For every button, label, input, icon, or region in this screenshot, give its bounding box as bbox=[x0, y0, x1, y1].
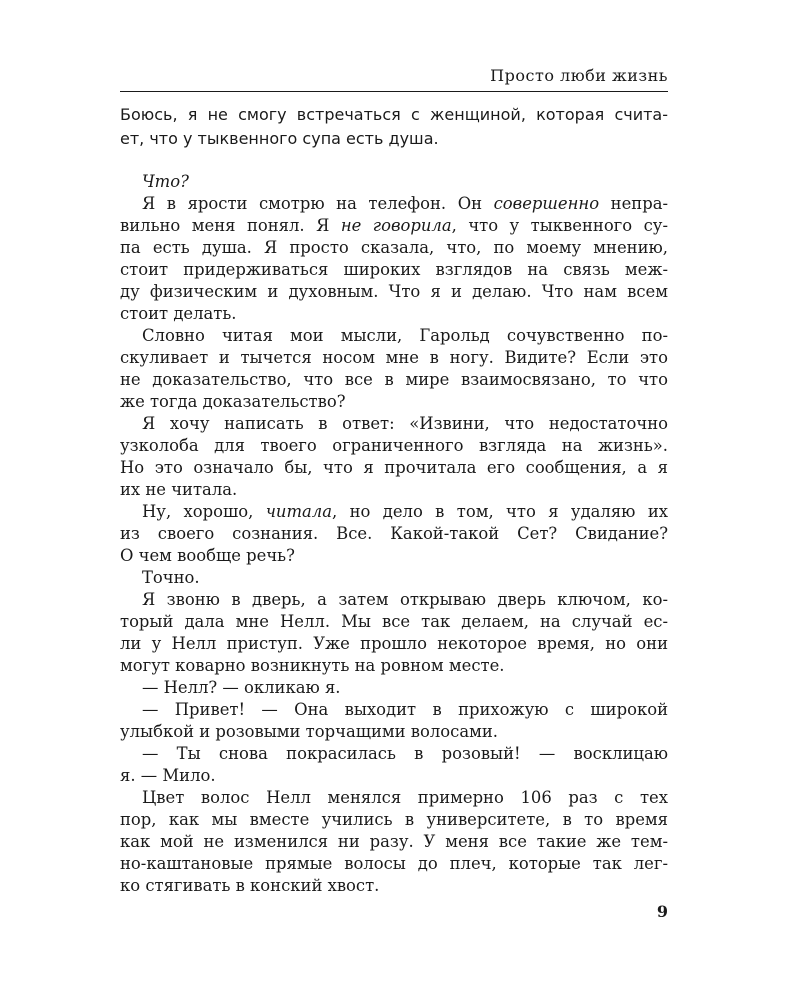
text-line: ду физическим и духовным. Что я и делаю. Что нам всем bbox=[120, 282, 668, 301]
text-line bbox=[120, 215, 668, 237]
text-line: ко стягивать в конский хвост. bbox=[120, 876, 380, 895]
page-number: 9 bbox=[656, 902, 668, 921]
header-rule bbox=[120, 91, 668, 92]
paragraph-8 bbox=[120, 677, 668, 699]
text-run: , но дело в том, что я удаляю их bbox=[331, 502, 668, 521]
emphasis: не говорила bbox=[340, 216, 452, 235]
paragraph-3 bbox=[120, 325, 668, 413]
paragraph-9 bbox=[120, 699, 668, 743]
emphasis: читала bbox=[265, 502, 332, 521]
text-line: из своего сознания. Все. Какой-такой Сет? Свидание? bbox=[120, 524, 668, 543]
emphasis: совершенно bbox=[493, 194, 600, 213]
text-line: их не читала. bbox=[120, 480, 238, 499]
page-body bbox=[120, 103, 668, 897]
paragraph-11 bbox=[120, 787, 668, 897]
text-line: Я звоню в дверь, а затем открываю дверь ключом, ко- bbox=[142, 590, 668, 609]
text-line: ли у Нелл приступ. Уже прошло некоторое время, но они bbox=[120, 634, 668, 653]
text-line: — Привет! — Она выходит в прихожую с широкой bbox=[142, 700, 668, 719]
text-line bbox=[120, 501, 668, 523]
paragraph-4 bbox=[120, 413, 668, 501]
text-line: стоит придерживаться широких взглядов на связь меж- bbox=[120, 260, 668, 279]
text-run: Ну, хорошо, bbox=[142, 502, 266, 521]
text-line: Цвет волос Нелл менялся примерно 106 раз с тех bbox=[142, 788, 668, 807]
text-line: торый дала мне Нелл. Мы все так делаем, на случай ес- bbox=[120, 612, 668, 631]
paragraph-1 bbox=[120, 171, 668, 193]
paragraph-10 bbox=[120, 743, 668, 787]
emphasis: Что? bbox=[142, 172, 189, 191]
sms-line: Боюсь, я не смогу встречаться с женщиной, которая счита- bbox=[120, 105, 668, 124]
text-line bbox=[120, 171, 668, 193]
text-line: же тогда доказательство? bbox=[120, 392, 346, 411]
running-head-title: Просто люби жизнь bbox=[490, 66, 668, 85]
text-line: я. — Мило. bbox=[120, 766, 216, 785]
text-line: стоит делать. bbox=[120, 304, 237, 323]
paragraph-6 bbox=[120, 567, 668, 589]
paragraph-2 bbox=[120, 193, 668, 325]
text-line: но-каштановые прямые волосы до плеч, которые так лег- bbox=[120, 854, 668, 873]
text-line bbox=[120, 193, 668, 215]
sms-line: ет, что у тыквенного супа есть душа. bbox=[120, 128, 439, 148]
text-line: — Нелл? — окликаю я. bbox=[142, 678, 341, 697]
paragraph-7 bbox=[120, 589, 668, 677]
text-line: Я хочу написать в ответ: «Извини, что недостаточно bbox=[142, 414, 668, 433]
text-line: Но это означало бы, что я прочитала его сообщения, а я bbox=[120, 458, 668, 477]
text-line: могут коварно возникнуть на ровном месте. bbox=[120, 656, 505, 675]
text-line: Словно читая мои мысли, Гарольд сочувственно по- bbox=[142, 326, 668, 345]
text-line: па есть душа. Я просто сказала, что, по моему мнению, bbox=[120, 238, 668, 257]
text-run: , что у тыквенного су- bbox=[451, 216, 668, 235]
text-line: О чем вообще речь? bbox=[120, 546, 295, 565]
text-line: — Ты снова покрасилась в розовый! — восклицаю bbox=[142, 744, 668, 763]
text-run: Я в ярости смотрю на телефон. Он bbox=[142, 194, 494, 213]
paragraph-5 bbox=[120, 501, 668, 567]
text-line: скуливает и тычется носом мне в ногу. Видите? Если это bbox=[120, 348, 668, 367]
text-line: улыбкой и розовыми торчащими волосами. bbox=[120, 722, 498, 741]
sms-message bbox=[120, 103, 668, 150]
text-run: непра- bbox=[599, 194, 668, 213]
text-line: узколоба для твоего ограниченного взгляда на жизнь». bbox=[120, 436, 668, 455]
text-run: вильно меня понял. Я bbox=[120, 216, 341, 235]
text-line: пор, как мы вместе учились в университете, в то время bbox=[120, 810, 668, 829]
text-line: не доказательство, что все в мире взаимосвязано, то что bbox=[120, 370, 668, 389]
text-line: Точно. bbox=[142, 568, 200, 587]
text-line: как мой не изменился ни разу. У меня все такие же тем- bbox=[120, 832, 668, 851]
